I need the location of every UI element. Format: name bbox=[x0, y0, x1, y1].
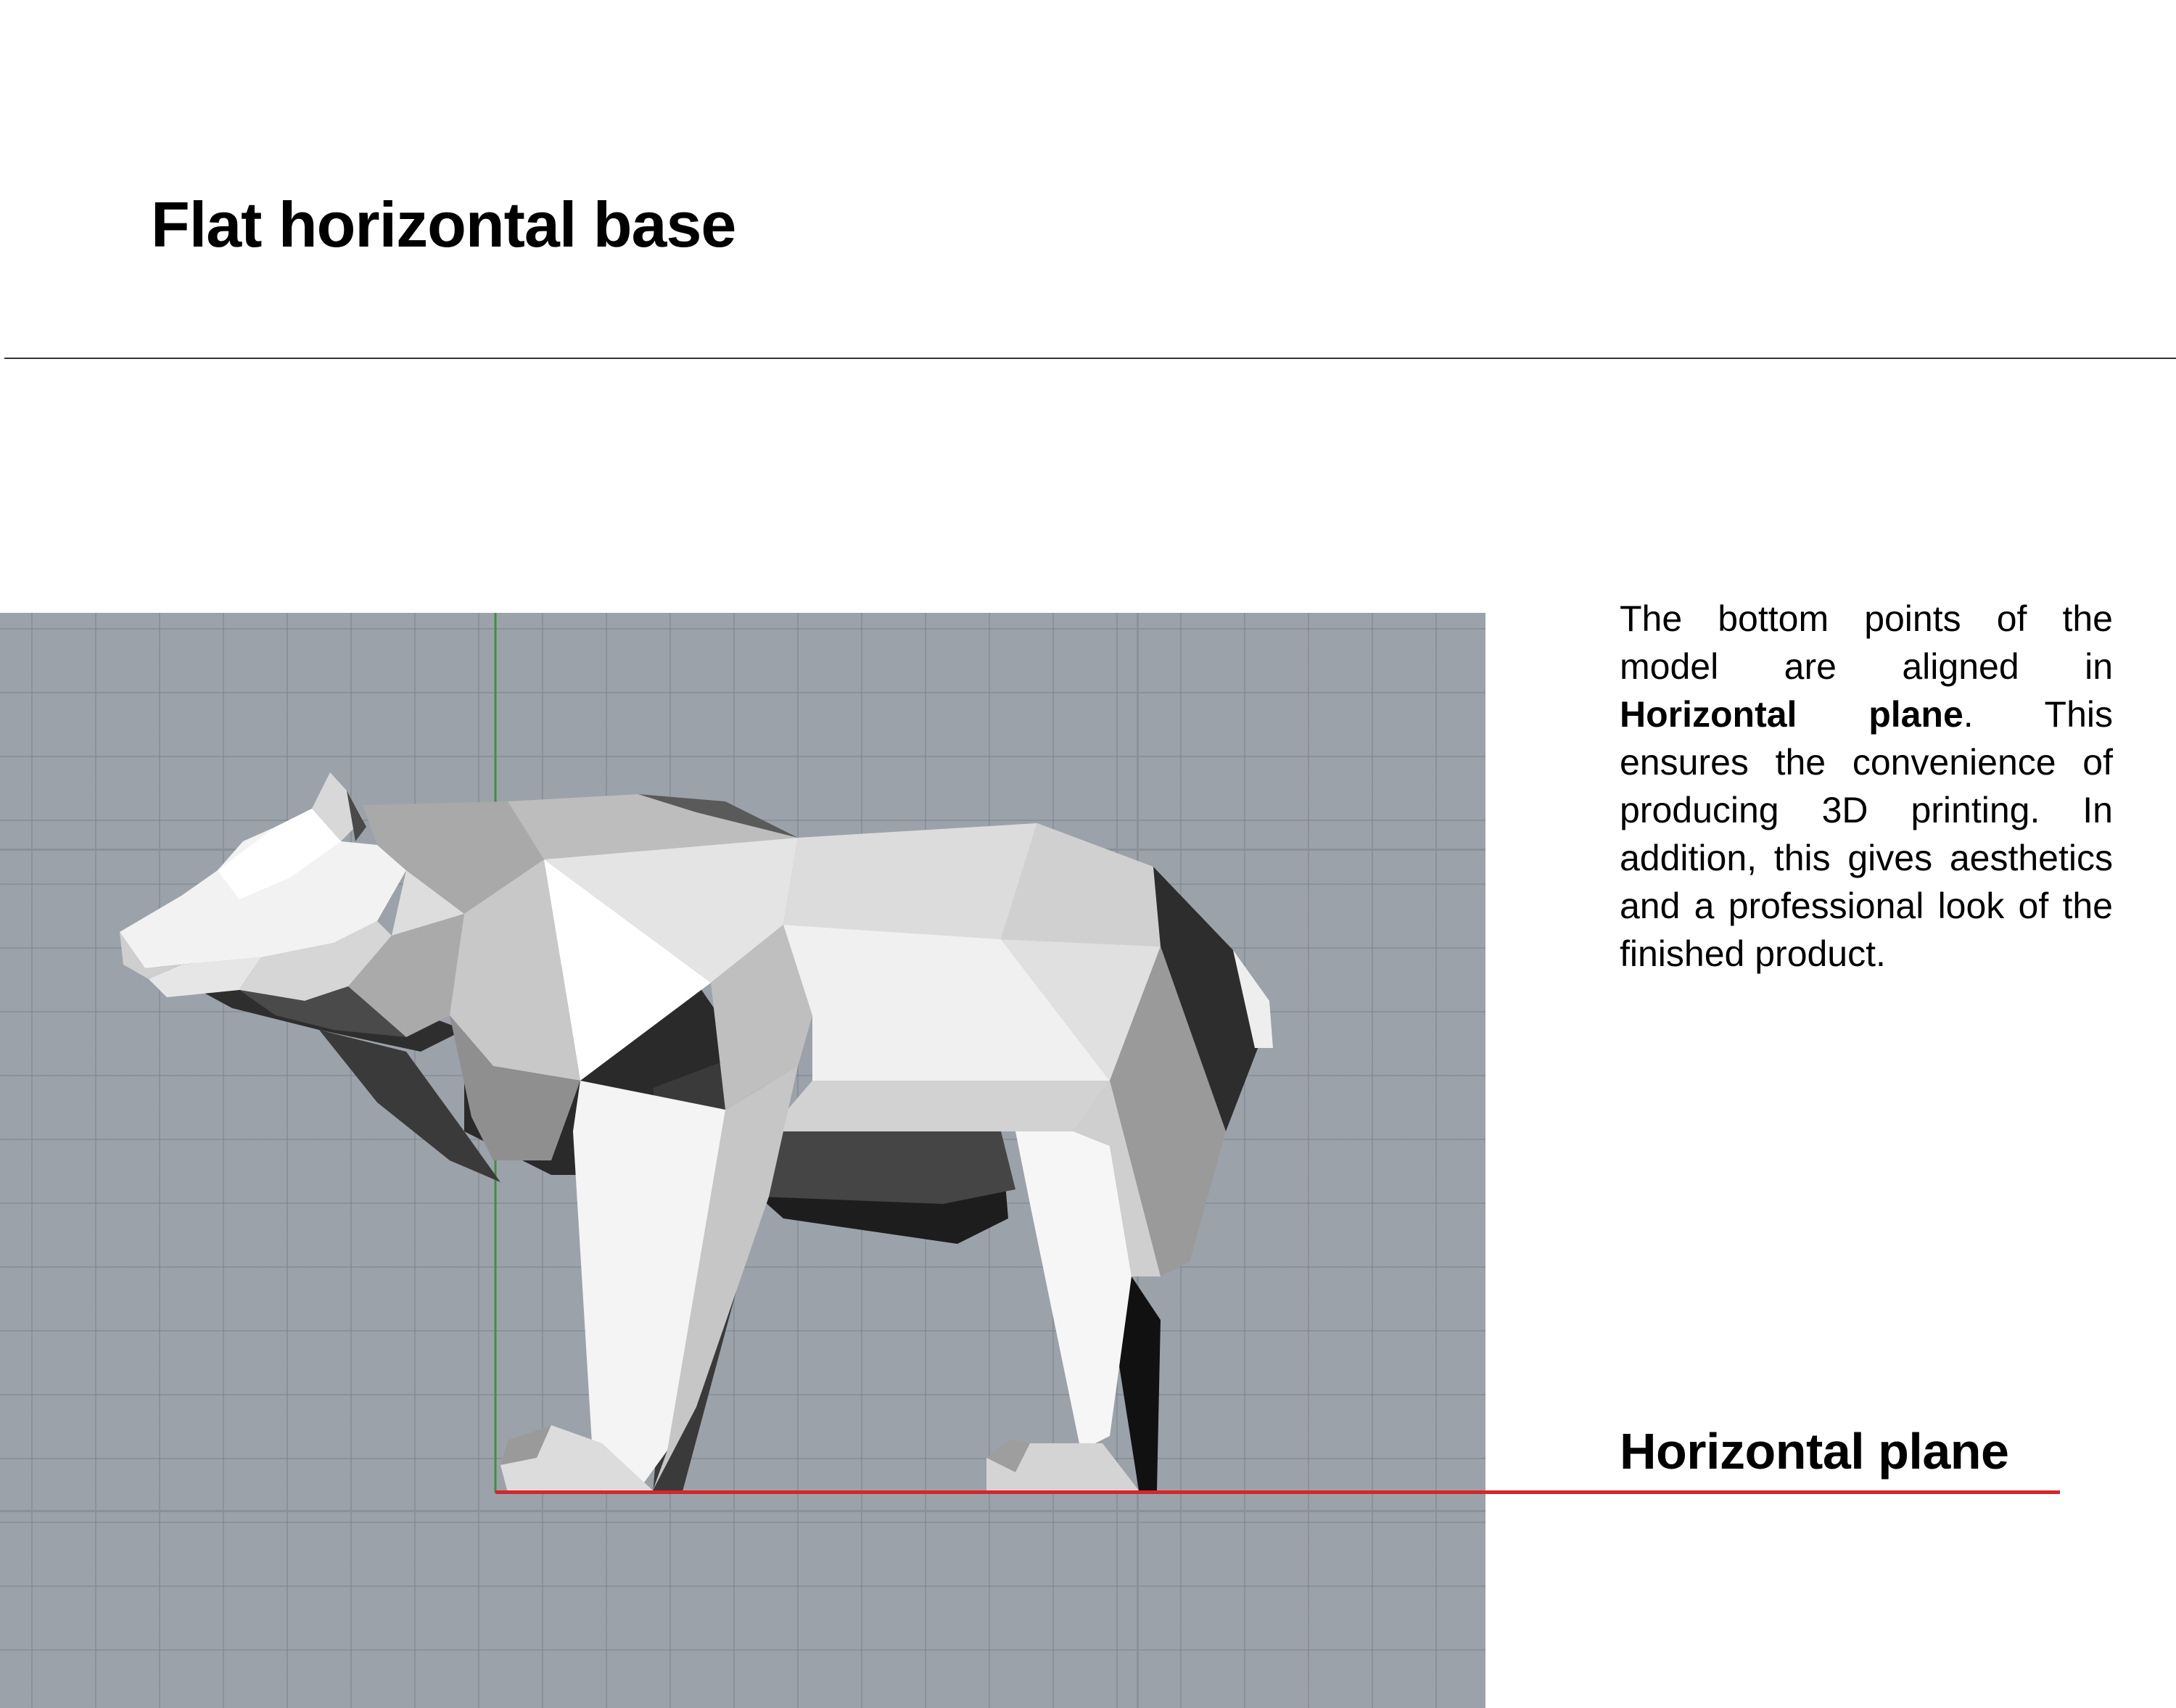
header-divider bbox=[4, 358, 2176, 359]
description-rest: . This ensures the convenience of producing 3D printing. In addition, this gives aesthetics and a professional look of the finished product. bbox=[1620, 694, 2114, 974]
description-paragraph bbox=[1620, 595, 2113, 978]
model-viewport bbox=[0, 613, 1485, 1708]
description-emphasis: Horizontal plane bbox=[1620, 694, 1963, 735]
description-intro: The bottom points of the model are aligned in bbox=[1620, 598, 2113, 687]
page-title: Flat horizontal base bbox=[151, 189, 736, 260]
horizontal-plane-label: Horizontal plane bbox=[1620, 1423, 2009, 1480]
bear-model-image bbox=[0, 613, 1485, 1708]
horizontal-plane-line bbox=[495, 1490, 2060, 1494]
